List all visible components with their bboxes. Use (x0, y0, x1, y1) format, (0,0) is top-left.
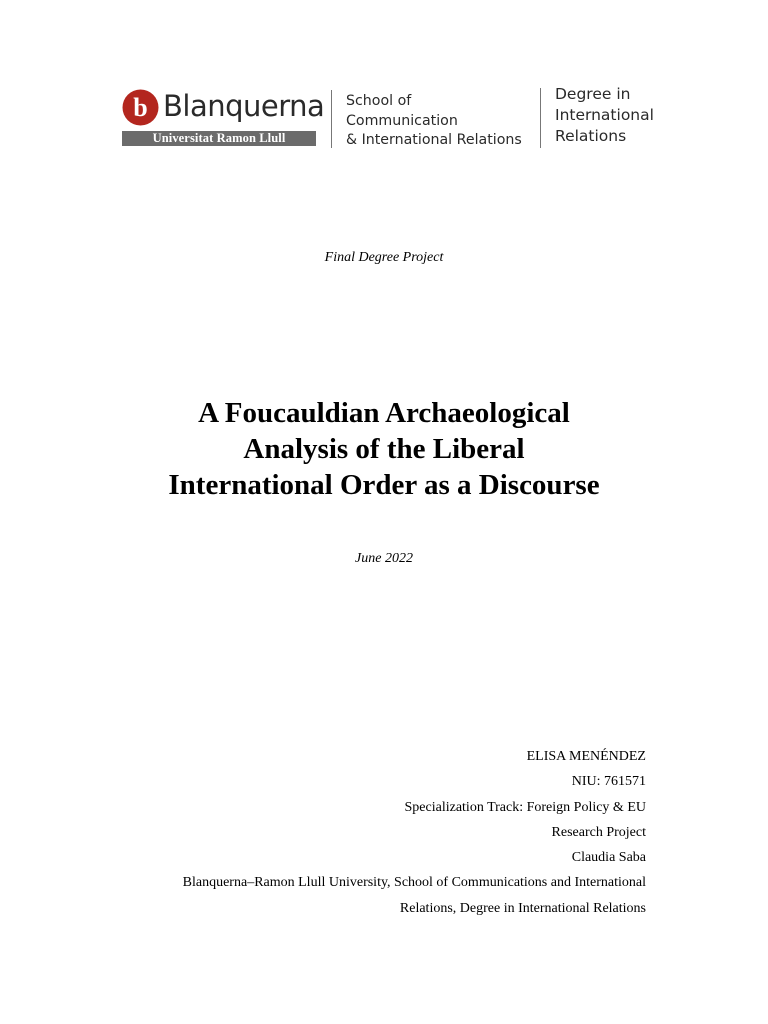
degree-line: International (555, 106, 654, 124)
school-line: Communication (346, 112, 458, 129)
school-line: & International Relations (346, 132, 522, 148)
degree-name (555, 84, 654, 147)
header-divider (331, 90, 332, 148)
project-type: Final Degree Project (324, 250, 444, 265)
university-bar: Universitat Ramon Llull (122, 131, 316, 146)
title-line: A Foucauldian Archaeological (198, 397, 570, 429)
title-line: International Order as a Discourse (168, 469, 600, 501)
specialization-track: Specialization Track: Foreign Policy & EU (404, 799, 646, 815)
header-divider (540, 88, 541, 148)
document-date: June 2022 (355, 551, 413, 566)
degree-line: Relations (555, 127, 627, 145)
institution-line: Blanquerna–Ramon Llull University, School of Communications and International (182, 875, 646, 891)
logo-mark-letter: b (133, 93, 148, 122)
project-kind: Research Project (551, 824, 646, 840)
degree-line: Degree in (555, 85, 631, 103)
logo-wordmark: Blanquerna (163, 89, 325, 123)
institution-header (122, 86, 662, 152)
blanquerna-logo-icon (122, 89, 159, 126)
author-name: ELISA MENÉNDEZ (526, 749, 646, 764)
document-title (0, 395, 768, 503)
school-line: School of (346, 93, 412, 109)
title-line: Analysis of the Liberal (243, 433, 525, 465)
author-info-block (120, 744, 646, 921)
supervisor-name: Claudia Saba (571, 850, 646, 866)
school-name (346, 92, 522, 151)
institution-line: Relations, Degree in International Relations (399, 900, 646, 916)
student-niu: NIU: 761571 (571, 774, 646, 790)
